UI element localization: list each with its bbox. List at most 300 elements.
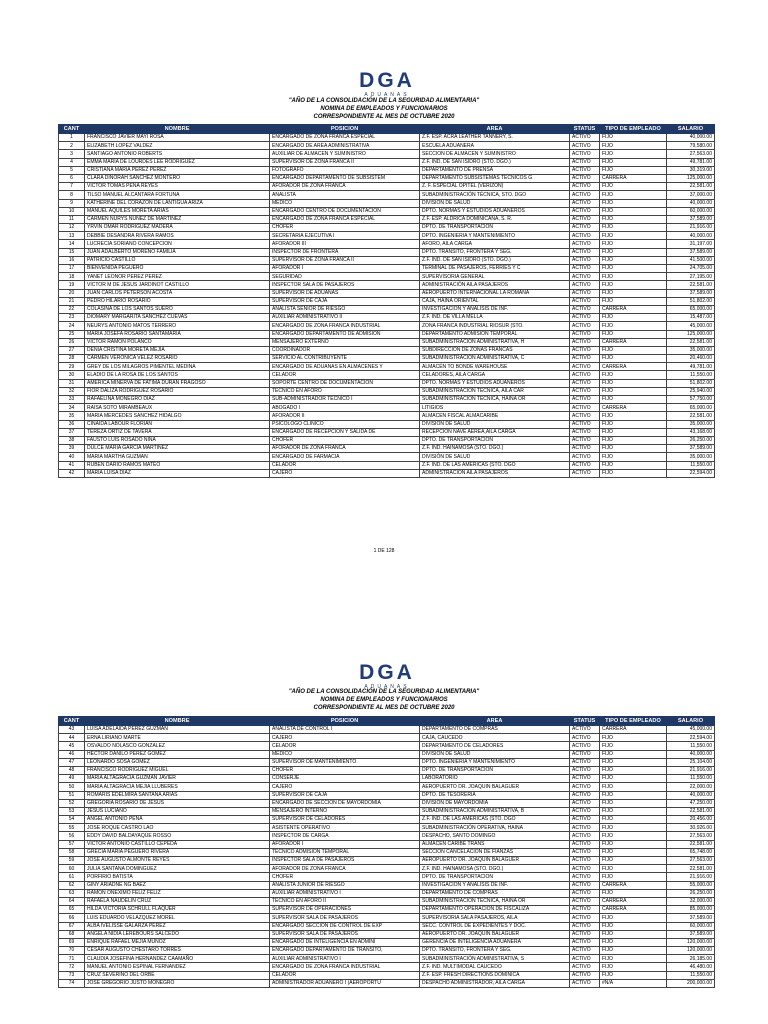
cant-cell: 45 [59,742,85,750]
area-cell: RECEPCION NAVE AEREA,AILA CARGA [420,428,570,436]
area-cell: Z.F. IND. DE LAS AMERICAS (STO. DGO [420,816,570,824]
name-cell: LUIS EDUARDO VELAZQUEZ MOREL [85,914,270,922]
cant-cell: 71 [59,955,85,963]
employee-type-cell: FIJO [600,436,667,444]
cant-cell: 38 [59,436,85,444]
position-cell: AUXILIAR DE ALMACEN Y SUMINISTRO [270,150,420,158]
position-cell: AUXILIAR ADMINISTRATIVO I [270,955,420,963]
table-row [59,453,715,461]
area-cell: Z.F. IND. HAINAMOSA (STO. DGO.) [420,865,570,873]
header-title-line-1: "AÑO DE LA CONSOLIDACIÓN DE LA SEGURIDAD ALIMENTARIA" [288,98,480,104]
status-cell: ACTIVO [570,158,600,166]
area-cell: INVESTIGACION Y ANALISIS DE INF. [420,305,570,313]
salary-cell: 37,589.00 [667,215,715,223]
cant-cell: 31 [59,379,85,387]
name-cell: ELADIO DE LA ROSA DE LOS SANTOS [85,371,270,379]
column-header: NOMBRE [85,125,270,134]
cant-cell: 51 [59,791,85,799]
cant-cell: 69 [59,938,85,946]
salary-cell: 30,319.00 [667,166,715,174]
employee-type-cell: FIJO [600,379,667,387]
salary-cell: 30,926.00 [667,824,715,832]
employee-type-cell: FIJO [600,371,667,379]
name-cell: JOSE AUGUSTO ALMONTE REYES [85,857,270,865]
employee-type-cell: FIJO [600,215,667,223]
salary-cell: 45,000.00 [667,726,715,734]
salary-cell: 40,000.00 [667,750,715,758]
name-cell: PORFIRIO BATISTA [85,873,270,881]
salary-cell: 65,000.00 [667,305,715,313]
salary-cell: 22,581.00 [667,281,715,289]
area-cell: DEPARTAMENTO SUBSISTEMAS TÉCNICOS G [420,174,570,182]
name-cell: PATRICIO CASTILLO [85,256,270,264]
cant-cell: 17 [59,265,85,273]
name-cell: ENRIQUE RAFAEL MEJIA MUÑOZ [85,938,270,946]
status-cell: ACTIVO [570,232,600,240]
status-cell: ACTIVO [570,832,600,840]
status-cell: ACTIVO [570,865,600,873]
cant-cell: 53 [59,807,85,815]
name-cell: AMERICA MINERVA DE FATIMA DURAN FRAGOSO [85,379,270,387]
employee-type-cell: FIJO [600,848,667,856]
area-cell: SUBADMINISTRACIÓN TÉCNICA, STO. DGO [420,191,570,199]
name-cell: OSVALDO NOLASCO GONZALEZ [85,742,270,750]
cant-cell: 9 [59,199,85,207]
area-cell: Z.F. ESP. ACRA LEATHER TANNERY, S. [420,134,570,142]
table-row [59,174,715,182]
cant-cell: 26 [59,338,85,346]
cant-cell: 70 [59,947,85,955]
status-cell: ACTIVO [570,150,600,158]
cant-cell: 4 [59,158,85,166]
employee-type-cell: CARRERA [600,404,667,412]
cant-cell: 10 [59,207,85,215]
status-cell: ACTIVO [570,256,600,264]
name-cell: MANUEL ANTONIO ESPINAL FERNANDEZ [85,963,270,971]
salary-cell: 21,916.00 [667,766,715,774]
cant-cell: 1 [59,134,85,142]
position-cell: CHOFER [270,436,420,444]
cant-cell: 18 [59,273,85,281]
name-cell: GREGORIA ROSARIO DE JESUS [85,799,270,807]
status-cell: ACTIVO [570,134,600,142]
position-cell: SUPERVISOR DE MANTENIMIENTO [270,758,420,766]
logo-text: DGA [359,661,415,684]
salary-cell: 40,000.00 [667,199,715,207]
position-cell: SOPORTE CENTRO DE DOCUMENTACION [270,379,420,387]
table-row [59,387,715,395]
table-row [59,436,715,444]
position-cell: CHOFER [270,224,420,232]
salary-cell: 22,594.00 [667,734,715,742]
status-cell: ACTIVO [570,355,600,363]
status-cell: ACTIVO [570,404,600,412]
employee-type-cell: CARRERA [600,881,667,889]
status-cell: ACTIVO [570,758,600,766]
employee-type-cell: FIJO [600,330,667,338]
position-cell: ENCARGADO DEPARTAMENTO DE SUBSISTEM [270,174,420,182]
status-cell: ACTIVO [570,816,600,824]
salary-cell: 37,589.00 [667,248,715,256]
name-cell: MARIA JOSEFA ROSARIO SANTAMARIA [85,330,270,338]
employee-type-cell: FIJO [600,420,667,428]
employee-type-cell: FIJO [600,469,667,477]
position-cell: FOTOGRAFO [270,166,420,174]
cant-cell: 64 [59,897,85,905]
area-cell: SUBADMINISTRACIÓN ADMINISTRATIVA, C [420,355,570,363]
table-row [59,314,715,322]
table-row [59,240,715,248]
position-cell: SUPERVISOR DE ADUANAS [270,289,420,297]
name-cell: LUISA ADELAIDA PEREZ GUZMAN [85,726,270,734]
name-cell: FRANCISCO JAVIER MAYI ROSA [85,134,270,142]
table-row [59,947,715,955]
employee-type-cell: FIJO [600,766,667,774]
name-cell: DEBBIE DESANDRA RIVERA RAMOS [85,232,270,240]
employee-type-cell: FIJO [600,281,667,289]
position-cell: AFORADOR II [270,412,420,420]
name-cell: JOSE GREGORIO JUSTO MONEGRO [85,979,270,987]
area-cell: Z.F. IND. MULTIMODAL CAUCEDO [420,963,570,971]
table-row [59,142,715,150]
name-cell: NEURYS ANTONIO MATOS TERRERO [85,322,270,330]
salary-cell: 40,000.00 [667,232,715,240]
name-cell: FAUSTO LUIS ROSADO NINA [85,436,270,444]
table-row [59,248,715,256]
table-row [59,857,715,865]
position-cell: SUPERVISOR DE ZONA FRANCA II [270,256,420,264]
table-row [59,281,715,289]
column-header: POSICION [270,717,420,726]
column-header: SALARIO [667,717,715,726]
position-cell: SUPERVISOR DE CELADORES [270,816,420,824]
status-cell: ACTIVO [570,387,600,395]
position-cell: ADMINISTRADOR ADUANERO I (AEROPORTU [270,979,420,987]
cant-cell: 30 [59,371,85,379]
employee-type-cell: FIJO [600,412,667,420]
salary-cell: 120,000.00 [667,947,715,955]
dga-logo [352,662,422,692]
status-cell: ACTIVO [570,265,600,273]
cant-cell: 63 [59,889,85,897]
table-row [59,742,715,750]
area-cell: SUBADMINISTRACIÓN TÉCNICA, HAINA OR [420,897,570,905]
salary-cell: 37,589.00 [667,289,715,297]
position-cell: ANALISTA [270,191,420,199]
name-cell: RAMON ONEXIMO FELIZ FELIZ [85,889,270,897]
status-cell: ACTIVO [570,734,600,742]
position-cell: SUPERVISOR DE ZONA FRANCA II [270,158,420,166]
table-row [59,930,715,938]
cant-cell: 16 [59,256,85,264]
position-cell: ENCARGADO DE AREA ADMINISTRATIVA [270,142,420,150]
name-cell: JUAN CARLOS PETERSON ACOSTA [85,289,270,297]
name-cell: YRVIN OMAR RODRIGUEZ MADERA [85,224,270,232]
position-cell: ENCARGADO DE SECCIÓN DE MAYORDOMIA [270,799,420,807]
header-title-line-3: CORRESPONDIENTE AL MES DE OCTUBRE 2020 [313,114,455,120]
name-cell: FIOR DALIZA RODRIGUEZ ROSARIO [85,387,270,395]
table-row [59,799,715,807]
position-cell: CELADOR [270,371,420,379]
salary-cell: 37,000.00 [667,191,715,199]
status-cell: ACTIVO [570,955,600,963]
position-cell: TECNICO ADMISION TEMPORAL [270,848,420,856]
salary-cell: 25,940.00 [667,387,715,395]
cant-cell: 47 [59,758,85,766]
dga-logo [352,70,422,100]
position-cell: AFORADOR DE ZONA FRANCA [270,183,420,191]
status-cell: ACTIVO [570,906,600,914]
cant-cell: 39 [59,445,85,453]
employee-type-cell: FIJO [600,207,667,215]
salary-cell: 37,589.00 [667,930,715,938]
employee-type-cell: FIJO [600,232,667,240]
salary-cell: 65,000.00 [667,404,715,412]
area-cell: DPTO. NORMAS Y ESTUDIOS ADUANEROS [420,207,570,215]
salary-cell: 15,487.00 [667,314,715,322]
position-cell: TECNICO EN AFORO II [270,897,420,905]
position-cell: AUXILIAR ADMINISTRATIVO I [270,889,420,897]
name-cell: RAFAELINA MONEGRO DIAZ [85,396,270,404]
logo-text: DGA [359,69,415,92]
status-cell: ACTIVO [570,453,600,461]
salary-cell: 47,250.00 [667,799,715,807]
name-cell: GRECIA MARIA PEGUERO RIVERA [85,848,270,856]
employee-type-cell: FIJO [600,963,667,971]
name-cell: RAISA SOTO MIRAMBEAUX [85,404,270,412]
name-cell: TEREZA ORTIZ DE TAVERA [85,428,270,436]
employee-type-cell: FIJO [600,955,667,963]
employee-type-cell: FIJO [600,428,667,436]
employee-type-cell: FIJO [600,240,667,248]
name-cell: RUBEN DARIO RAMOS MATEO [85,461,270,469]
employee-type-cell: FIJO [600,930,667,938]
status-cell: ACTIVO [570,979,600,987]
status-cell: ACTIVO [570,215,600,223]
area-cell: AEROPUERTO DR. JOAQUIN BALAGUER [420,930,570,938]
position-cell: AFORADOR DE ZONA FRANCA [270,445,420,453]
employee-type-cell: FIJO [600,873,667,881]
salary-cell: 21,916.00 [667,224,715,232]
name-cell: VICTOR M DE JESUS JARDINOT CASTILLO [85,281,270,289]
name-cell: MARIA ALTAGRACIA MEJIA LLUBERES [85,783,270,791]
salary-cell: 35,000.00 [667,346,715,354]
employee-type-cell: FIJO [600,832,667,840]
cant-cell: 49 [59,775,85,783]
name-cell: CESAR AUGUSTO CHESTARO TORRES [85,947,270,955]
position-cell: MENSAJERO INTERNO [270,807,420,815]
employee-type-cell: FIJO [600,824,667,832]
employee-type-cell: FIJO [600,224,667,232]
cant-cell: 3 [59,150,85,158]
header-title-line-1: "AÑO DE LA CONSOLIDACIÓN DE LA SEGURIDAD ALIMENTARIA" [288,689,480,695]
employee-type-cell: FIJO [600,346,667,354]
area-cell: DPTO. TRANSITO, FRONTERA Y SEG. [420,248,570,256]
name-cell: BIENVENIDA PEGUERO [85,265,270,273]
area-cell: DPTO. DE TRANSPORTACION [420,436,570,444]
table-row [59,215,715,223]
salary-cell: 60,000.00 [667,922,715,930]
table-row [59,897,715,905]
area-cell: ADMINISTRACIÓN AILA PASAJEROS [420,281,570,289]
table-row [59,979,715,987]
area-cell: ALMACEN FISCAL ALMACARIBE [420,412,570,420]
cant-cell: 42 [59,469,85,477]
area-cell: DIVISIÓN DE SALUD [420,453,570,461]
position-cell: INSPECTOR SALA DE PASAJEROS [270,857,420,865]
area-cell: Z.F. IND. DE LAS AMERICAS (STO. DGO [420,461,570,469]
table-row [59,273,715,281]
employee-type-cell: FIJO [600,183,667,191]
area-cell: ALMACÉN TO BONDE WAREHOUSE [420,363,570,371]
position-cell: CHOFER [270,766,420,774]
position-cell: SECRETARIA EJECUTIVA I [270,232,420,240]
salary-cell: 57,750.00 [667,396,715,404]
cant-cell: 40 [59,453,85,461]
table-row [59,783,715,791]
name-cell: CRUZ SEVERINO DEL ORBE [85,971,270,979]
status-cell: ACTIVO [570,199,600,207]
name-cell: RAFAELA NAUDELIN CRUZ [85,897,270,905]
position-cell: MÉDICO [270,750,420,758]
status-cell: ACTIVO [570,799,600,807]
area-cell: ADMINISTRACIÓN AILA PASAJEROS [420,469,570,477]
salary-cell: 22,581.00 [667,338,715,346]
name-cell: DIOMARY MARGARITA SANCHEZ CUEVAS [85,314,270,322]
employee-type-cell: FIJO [600,256,667,264]
name-cell: MARIA MERCEDES SANCHEZ HIDALGO [85,412,270,420]
status-cell: ACTIVO [570,445,600,453]
position-cell: ENCARGADO DE ZONA FRANCA ESPECIAL [270,215,420,223]
cant-cell: 13 [59,232,85,240]
table-row [59,404,715,412]
salary-cell: 21,916.00 [667,873,715,881]
cant-cell: 21 [59,297,85,305]
area-cell: SECC. CONTROL DE EXPEDIENTES Y DOC. [420,922,570,930]
table-row [59,199,715,207]
employee-type-cell: FIJO [600,166,667,174]
employee-type-cell: FIJO [600,775,667,783]
position-cell: SEGURIDAD [270,273,420,281]
salary-cell: 35,000.00 [667,420,715,428]
area-cell: DPTO. TRANSITO, FRONTERA Y SEG. [420,947,570,955]
status-cell: ACTIVO [570,971,600,979]
name-cell: HILDA VICTORIA SCHRULL FLAQUER [85,906,270,914]
area-cell: SUBADMINISTRACIÓN OPERATIVA, HAINA [420,824,570,832]
position-cell: ENCARGADO DE ZONA FRANCA INDUSTRIAL [270,322,420,330]
name-cell: ROMARIS EDELMIRA SANTANA ARIAS [85,791,270,799]
status-cell: ACTIVO [570,281,600,289]
name-cell: VICTOR ANTONIO CASTILLO CEPEDA [85,840,270,848]
position-cell: ENCARGADO DE FARMACIA [270,453,420,461]
table-row [59,363,715,371]
cant-cell: 59 [59,857,85,865]
status-cell: ACTIVO [570,857,600,865]
table-row [59,914,715,922]
position-cell: CAJERO [270,783,420,791]
name-cell: SANTIAGO ANTONIO ROBERTS [85,150,270,158]
area-cell: DIVISIÓN DE SALUD [420,199,570,207]
area-cell: Z.F. IND. DE VILLA MELLA [420,314,570,322]
cant-cell: 65 [59,906,85,914]
area-cell: INVESTIGACION Y ANALISIS DE INF. [420,881,570,889]
position-cell: CELADOR [270,461,420,469]
area-cell: SUBDIRECCIÓN DE ZONAS FRANCAS [420,346,570,354]
area-cell: DPTO. INGENIERIA Y MANTENIMIENTO [420,758,570,766]
employee-type-cell: FIJO [600,922,667,930]
employee-type-cell: FIJO [600,191,667,199]
position-cell: COORDINADOR [270,346,420,354]
employee-type-cell: FIJO [600,134,667,142]
position-cell: ENCARGADO DEPARTAMENTO DE ADMISIÓN [270,330,420,338]
status-cell: ACTIVO [570,963,600,971]
salary-cell: 41,500.00 [667,256,715,264]
employee-type-cell: FIJO [600,248,667,256]
salary-cell: 60,000.00 [667,207,715,215]
status-cell: ACTIVO [570,191,600,199]
employee-type-cell: FIJO [600,914,667,922]
cant-cell: 15 [59,248,85,256]
column-header: AREA [420,125,570,134]
status-cell: ACTIVO [570,930,600,938]
status-cell: ACTIVO [570,338,600,346]
area-cell: DESPACHO, SANTO DOMINGO [420,832,570,840]
status-cell: ACTIVO [570,412,600,420]
position-cell: AFORADOR III [270,240,420,248]
table-row [59,371,715,379]
area-cell: DPTO. DE TRANSPORTACION [420,766,570,774]
position-cell: ENCARGADO DE ZONA FRANCA INDUSTRIAL [270,963,420,971]
column-header: NOMBRE [85,717,270,726]
name-cell: CLARA DINORAH SANCHEZ MONTERO [85,174,270,182]
cant-cell: 19 [59,281,85,289]
table-row [59,848,715,856]
position-cell: ANALISTA SENIOR DE RIESGO [270,305,420,313]
area-cell: SUBADMINISTRACIÓN ADMINISTRATIVA, S [420,955,570,963]
name-cell: EDDY DAVID BALDAYAQUE ROSSO [85,832,270,840]
table-row [59,807,715,815]
position-cell: CHOFER [270,873,420,881]
salary-cell: 45,000.00 [667,322,715,330]
name-cell: ANGEL ANTONIO PENA [85,816,270,824]
cant-cell: 2 [59,142,85,150]
table-row [59,816,715,824]
area-cell: DIVISION DE SALUD [420,420,570,428]
employee-type-cell: FIJO [600,758,667,766]
salary-cell: 51,802.00 [667,297,715,305]
name-cell: HECTOR DANILO PEREZ GOMEZ [85,750,270,758]
table-row [59,469,715,477]
cant-cell: 6 [59,174,85,182]
salary-cell: 40,000.00 [667,791,715,799]
name-cell: KATHERINE DEL CORAZON DE LANTIGUA ARIZA [85,199,270,207]
status-cell: ACTIVO [570,273,600,281]
salary-cell: 55,000.00 [667,881,715,889]
salary-cell: 26,250.00 [667,889,715,897]
table-row [59,355,715,363]
position-cell: SUB-ADMINISTRADOR TECNICO I [270,396,420,404]
table-row [59,297,715,305]
cant-cell: 58 [59,848,85,856]
status-cell: ACTIVO [570,461,600,469]
position-cell: CELADOR [270,971,420,979]
table-row [59,750,715,758]
table-row [59,922,715,930]
header-title-line-2: NOMINA DE EMPLEADOS Y FUNCIONARIOS [320,106,448,112]
name-cell: CARMEN NURYS NUÑEZ DE MARTINEZ [85,215,270,223]
area-cell: AFORO, AILA CARGA [420,240,570,248]
employee-type-cell: FIJO [600,387,667,395]
